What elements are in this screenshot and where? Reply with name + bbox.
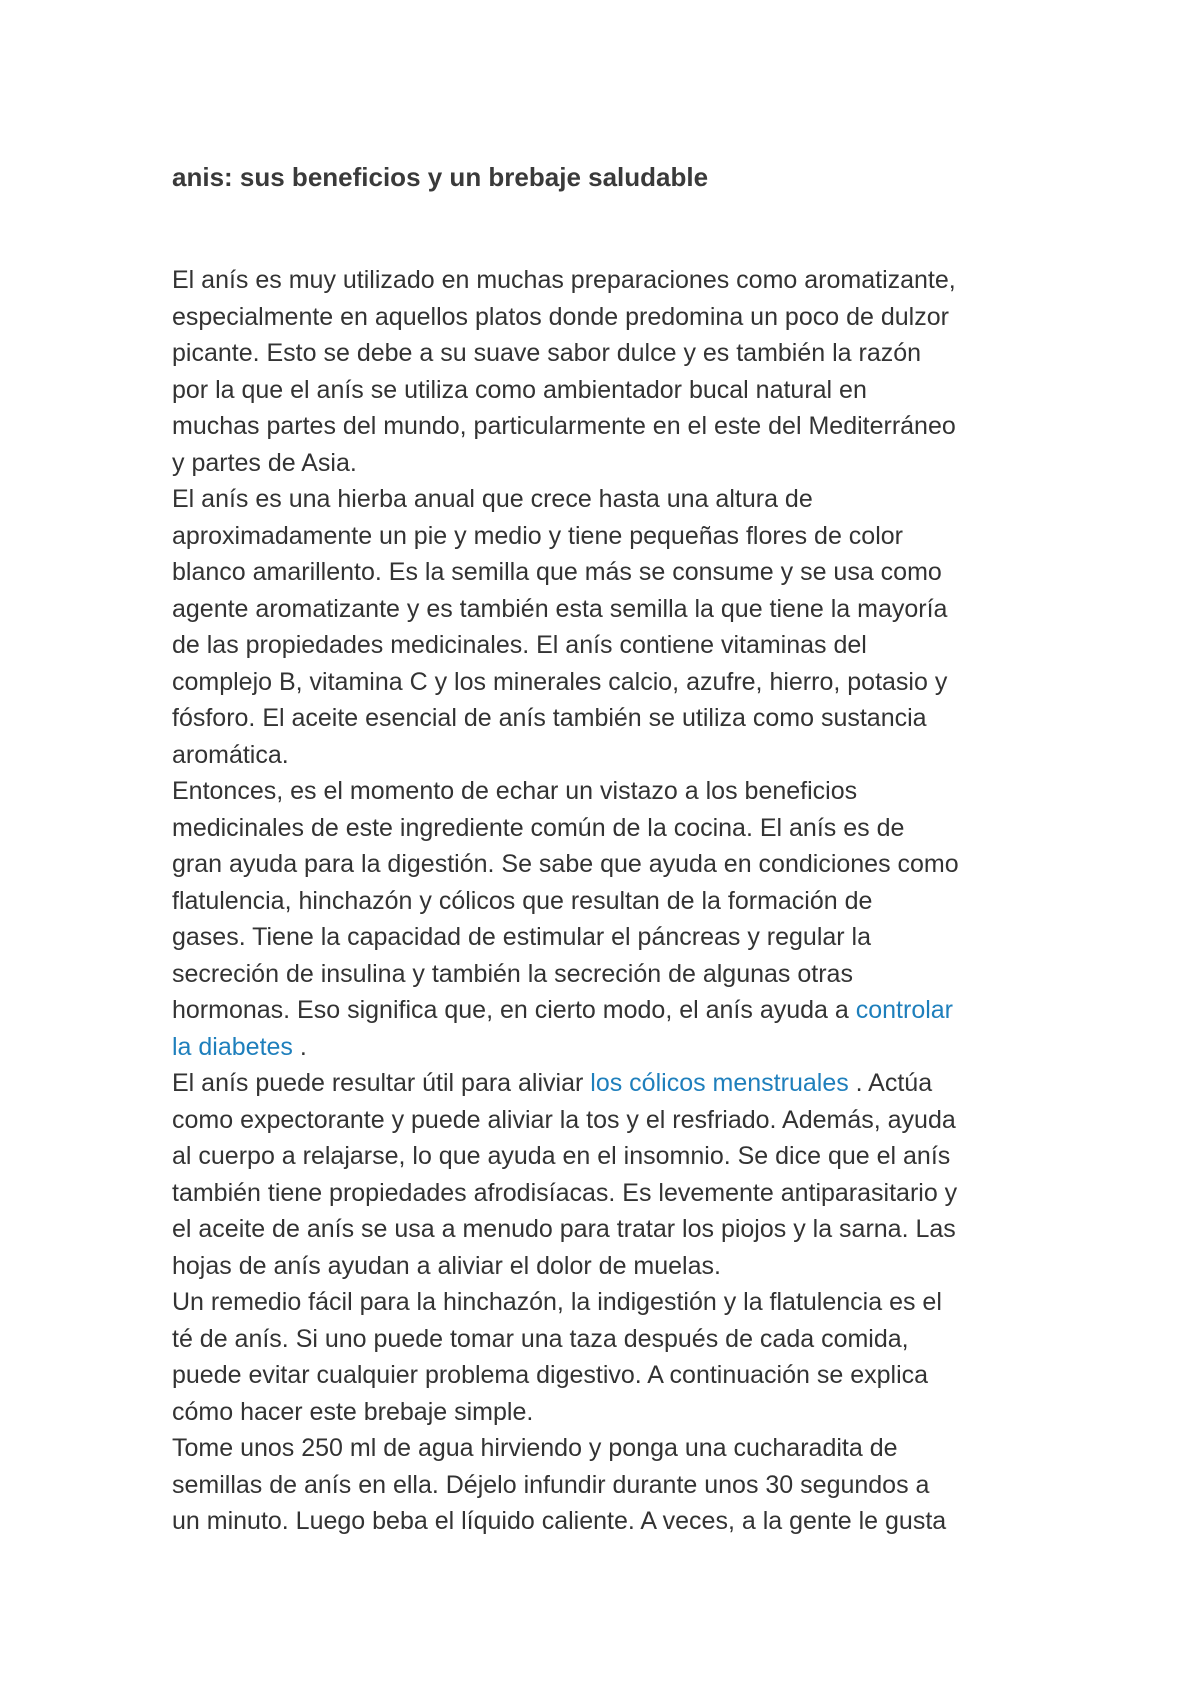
text-line: semillas de anís en ella. Déjelo infundir durante unos 30 segundos a [172, 1470, 930, 1499]
page-title: anis: sus beneficios y un brebaje saludable [172, 162, 709, 192]
text-line: Un remedio fácil para la hinchazón, la indigestión y la flatulencia es el [172, 1288, 942, 1316]
text-line: por la que el anís se utiliza como ambientador bucal natural en [172, 375, 867, 404]
text-line: agente aromatizante y es también esta semilla la que tiene la mayoría [172, 594, 948, 623]
text-line: picante. Esto se debe a su suave sabor dulce y es también la razón [172, 339, 922, 367]
text-line: y partes de Asia. [172, 448, 357, 477]
text-segment: El anís puede resultar útil para aliviar [172, 1069, 591, 1097]
text-line: el aceite de anís se usa a menudo para tratar los piojos y la sarna. Las [172, 1215, 956, 1243]
text-segment: . [292, 1032, 307, 1061]
text-line: fósforo. El aceite esencial de anís también se utiliza como sustancia [172, 704, 927, 732]
text-line: gases. Tiene la capacidad de estimular el páncreas y regular la [172, 923, 872, 951]
text-line: medicinales de este ingrediente común de la cocina. El anís es de [172, 813, 905, 842]
text-line: muchas partes del mundo, particularmente en el este del Mediterráneo [172, 412, 956, 440]
text-line: aromática. [172, 740, 289, 769]
text-line: al cuerpo a relajarse, lo que ayuda en el insomnio. Se dice que el anís [172, 1142, 951, 1170]
text-line: aproximadamente un pie y medio y tiene pequeñas flores de color [172, 521, 903, 550]
link-colicos-menstruales[interactable]: los cólicos menstruales [590, 1069, 849, 1097]
text-line [172, 1065, 1052, 1102]
text-line: un minuto. Luego beba el líquido caliente. A veces, a la gente le gusta [172, 1507, 947, 1535]
link-controlar-la-diabetes-continued[interactable]: la diabetes [172, 1032, 293, 1061]
text-line: hojas de anís ayudan a aliviar el dolor de muelas. [172, 1251, 721, 1280]
text-line: especialmente en aquellos platos donde predomina un poco de dulzor [172, 302, 949, 331]
text-line: cómo hacer este brebaje simple. [172, 1397, 534, 1426]
text-line: Tome unos 250 ml de agua hirviendo y ponga una cucharadita de [172, 1434, 898, 1462]
text-line: secreción de insulina y también la secreción de algunas otras [172, 959, 853, 988]
text-line: también tiene propiedades afrodisíacas. Es levemente antiparasitario y [172, 1178, 958, 1207]
text-line: té de anís. Si uno puede tomar una taza después de cada comida, [172, 1324, 909, 1353]
text-line: El anís es muy utilizado en muchas preparaciones como aromatizante, [172, 266, 956, 294]
text-line: Entonces, es el momento de echar un vistazo a los beneficios [172, 777, 858, 805]
article-body [172, 262, 1052, 1540]
text-line: flatulencia, hinchazón y cólicos que resultan de la formación de [172, 886, 873, 915]
text-line: complejo B, vitamina C y los minerales calcio, azufre, hierro, potasio y [172, 667, 948, 696]
link-controlar-la-diabetes[interactable]: controlar [855, 996, 953, 1024]
text-line: gran ayuda para la digestión. Se sabe que ayuda en condiciones como [172, 850, 959, 878]
text-line: puede evitar cualquier problema digestivo. A continuación se explica [172, 1361, 929, 1389]
text-segment: . Actúa [848, 1069, 933, 1097]
text-line [172, 1029, 1052, 1066]
text-line [172, 992, 1052, 1029]
text-line: El anís es una hierba anual que crece hasta una altura de [172, 485, 813, 513]
text-line: como expectorante y puede aliviar la tos y el resfriado. Además, ayuda [172, 1105, 956, 1134]
text-line: de las propiedades medicinales. El anís contiene vitaminas del [172, 631, 867, 659]
text-segment: hormonas. Eso significa que, en cierto modo, el anís ayuda a [172, 996, 856, 1024]
text-line: blanco amarillento. Es la semilla que más se consume y se usa como [172, 558, 942, 586]
